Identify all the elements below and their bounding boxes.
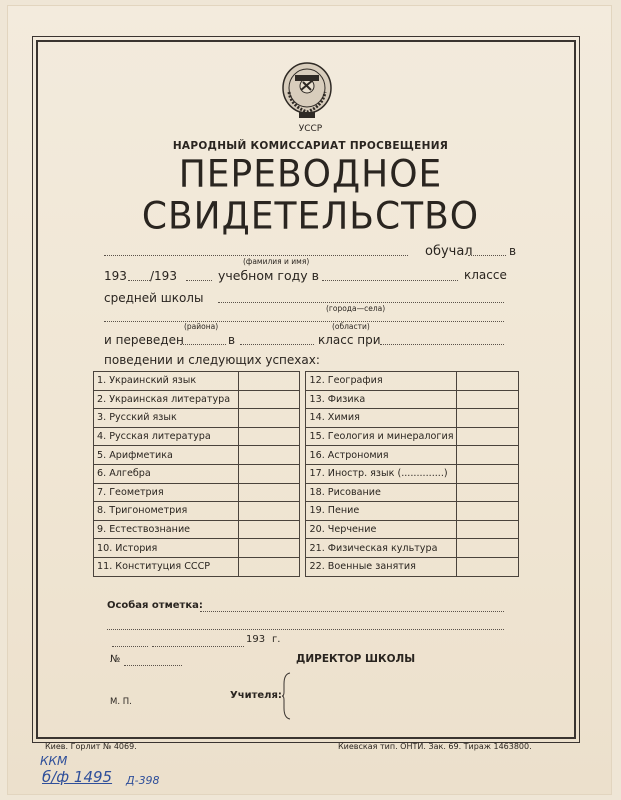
table-row [94,390,519,409]
date-day-field[interactable] [112,635,148,647]
table-row [94,520,519,539]
subject-cell: 14. Химия [306,409,457,428]
teachers-bracket-icon [282,672,292,720]
grade-cell[interactable] [457,390,519,409]
class-number-field[interactable] [322,269,458,281]
table-row [94,557,519,576]
coat-of-arms-icon [281,62,333,120]
subject-cell: 4. Русская литература [94,427,239,446]
subject-cell: 18. Рисование [306,483,457,502]
table-row [94,539,519,558]
table-row [94,502,519,521]
conduct-field[interactable] [380,333,504,345]
grade-cell[interactable] [238,427,300,446]
number-field[interactable] [124,654,182,666]
grade-cell[interactable] [238,502,300,521]
teachers-label: Учителя: [230,690,282,701]
subject-cell: 5. Арифметика [94,446,239,465]
transferred-label: и переведен [104,333,184,347]
table-row [94,464,519,483]
new-class-field[interactable] [240,333,314,345]
handwritten-mark-3: Д-398 [126,774,160,787]
subject-cell: 11. Конституция СССР [94,557,239,576]
subject-cell: 13. Физика [306,390,457,409]
year-start-field[interactable] [128,269,150,281]
grade-cell[interactable] [238,539,300,558]
number-sign: № [110,654,121,665]
grade-cell[interactable] [457,372,519,391]
studied-label: обучал [425,244,473,259]
grade-cell[interactable] [457,557,519,576]
grade-cell[interactable] [238,557,300,576]
subject-cell: 6. Алгебра [94,464,239,483]
location-field[interactable] [104,310,504,322]
subject-cell: 16. Астрономия [306,446,457,465]
handwritten-mark-2: б/ф 1495 [42,768,113,786]
subject-cell: 17. Иностр. язык (..............) [306,464,457,483]
district-caption: (района) [184,322,219,331]
table-row [94,446,519,465]
grade-cell[interactable] [457,409,519,428]
table-row [94,372,519,391]
transferred-field[interactable] [180,333,226,345]
title-line-2: СВИДЕТЕЛЬСТВО [141,194,480,239]
republic-label: УССР [298,124,323,134]
subject-cell: 12. География [306,372,457,391]
date-year: 193 [246,634,266,645]
table-row [94,483,519,502]
special-note-field[interactable] [200,600,504,612]
special-note-field-2[interactable] [107,618,504,630]
grade-cell[interactable] [457,464,519,483]
name-field[interactable] [104,244,408,256]
grade-cell[interactable] [457,483,519,502]
region-caption: (области) [332,322,370,331]
date-suffix: г. [272,634,281,645]
studied-end: в [509,244,517,258]
subject-cell: 21. Физическая культура [306,539,457,558]
class-at-label: класс при [318,333,381,347]
director-label: ДИРЕКТОР ШКОЛЫ [296,653,416,665]
table-row [94,409,519,428]
subject-cell: 2. Украинская литература [94,390,239,409]
subject-cell: 20. Черчение [306,520,457,539]
ministry-label: НАРОДНЫЙ КОМИССАРИАТ ПРОСВЕЩЕНИЯ [172,140,449,152]
grade-cell[interactable] [238,520,300,539]
subject-cell: 7. Геометрия [94,483,239,502]
subject-cell: 3. Русский язык [94,409,239,428]
grade-cell[interactable] [238,372,300,391]
city-caption: (города—села) [326,304,386,313]
subject-cell: 15. Геология и минералогия [306,427,457,446]
subject-cell: 9. Естествознание [94,520,239,539]
table-row [94,427,519,446]
stamp-label: М. П. [110,697,132,707]
grade-cell[interactable] [238,409,300,428]
year-separator: /193 [150,269,177,283]
year-end-field[interactable] [186,269,212,281]
grade-cell[interactable] [457,446,519,465]
school-year-label: учебном году в [218,268,320,283]
grade-cell[interactable] [238,464,300,483]
handwritten-mark-1: ККМ [40,754,68,768]
studied-field[interactable] [468,244,506,256]
date-month-field[interactable] [152,635,244,647]
class-label: классе [464,268,507,282]
name-caption: (фамилия и имя) [243,257,310,266]
school-field[interactable] [218,291,504,303]
school-label: средней школы [104,291,204,305]
grade-cell[interactable] [238,390,300,409]
grade-cell[interactable] [457,502,519,521]
special-note-label: Особая отметка: [107,600,203,611]
conduct-label: поведении и следующих успехах: [104,353,320,367]
subject-cell: 19. Пение [306,502,457,521]
year-prefix: 193 [104,269,127,283]
title-line-1: ПЕРЕВОДНОЕ [178,152,443,197]
grade-cell[interactable] [457,427,519,446]
grade-cell[interactable] [238,483,300,502]
transferred-in: в [228,333,236,347]
grade-cell[interactable] [238,446,300,465]
grade-cell[interactable] [457,520,519,539]
subject-cell: 22. Военные занятия [306,557,457,576]
imprint-left: Киев. Горлит № 4069. [45,742,137,751]
grades-table [93,371,519,577]
subject-cell: 8. Тригонометрия [94,502,239,521]
imprint-right: Киевская тип. ОНТИ. Зак. 69. Тираж 1463800. [338,742,532,751]
subject-cell: 10. История [94,539,239,558]
grade-cell[interactable] [457,539,519,558]
subject-cell: 1. Украинский язык [94,372,239,391]
